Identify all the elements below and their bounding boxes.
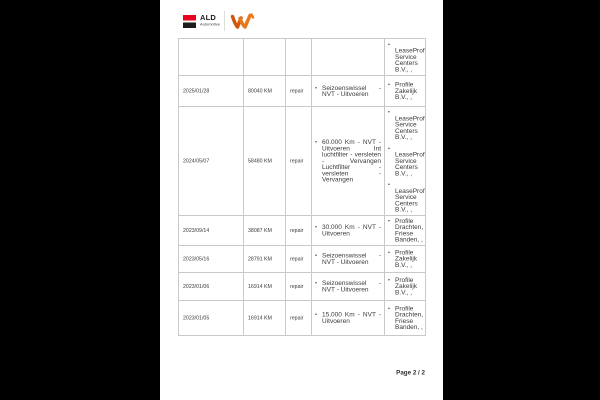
table-row	[179, 272, 426, 300]
provider-name: LeaseProf Service Centers B.V., ,	[395, 186, 425, 213]
repair-type-cell: repair	[286, 272, 312, 300]
odometer-cell: 16914 KM	[244, 300, 286, 335]
table-row	[179, 39, 426, 76]
description-text: Seizoenswissel - NVT - Uitvoeren	[322, 279, 381, 293]
logo-divider	[224, 11, 225, 31]
provider-name: Profile Zakelijk B.V., ,	[395, 248, 418, 269]
bullet-icon: •	[315, 280, 317, 286]
table-row	[179, 300, 426, 335]
ald-logo-square-icon	[183, 15, 196, 28]
description-cell	[312, 245, 385, 272]
description-text: Seizoenswissel - NVT - Uitvoeren	[322, 83, 381, 98]
repair-type-cell	[286, 39, 312, 76]
provider-cell	[385, 107, 426, 216]
odometer-cell: 80040 KM	[244, 76, 286, 107]
provider-name: LeaseProf Service Centers B.V., ,	[395, 150, 425, 177]
bullet-icon: •	[388, 109, 390, 115]
brand-subtitle: Automotive	[200, 22, 221, 27]
provider-entry	[388, 82, 423, 101]
date-cell: 2025/01/28	[179, 76, 244, 107]
bullet-icon: •	[388, 305, 390, 312]
date-cell: 2023/01/06	[179, 272, 244, 300]
bullet-icon: •	[315, 252, 317, 259]
date-cell: 2023/01/05	[179, 300, 244, 335]
maintenance-table-body	[179, 39, 426, 336]
description-item	[315, 312, 381, 325]
orange-signature-w-icon	[230, 11, 255, 31]
description-cell	[312, 76, 385, 107]
description-text: 60.000 Km - NVT - Uitvoeren Int luchtfilter - versleten - Vervangen Luchtfilter - versleten - Vervangen	[322, 138, 381, 183]
provider-name: Profile Drachten, Friese Banden, ,	[395, 216, 424, 243]
odometer-cell: 38087 KM	[244, 215, 286, 245]
maintenance-history-table	[178, 38, 426, 336]
repair-type-cell: repair	[286, 76, 312, 107]
description-text: Seizoenswissel - NVT - Uitvoeren	[322, 251, 381, 266]
provider-name: Profile Zakelijk B.V., ,	[395, 80, 418, 101]
document-page	[160, 0, 443, 400]
date-cell: 2023/05/16	[179, 245, 244, 272]
description-item	[315, 280, 381, 293]
description-item	[315, 253, 381, 266]
bullet-icon: •	[388, 249, 390, 256]
page-number-label: Page 2 / 2	[396, 369, 425, 376]
provider-cell	[385, 300, 426, 335]
provider-entry	[388, 182, 423, 213]
provider-cell	[385, 39, 426, 76]
bullet-icon: •	[388, 145, 390, 152]
bullet-icon: •	[388, 181, 390, 188]
date-cell: 2024/05/07	[179, 107, 244, 216]
provider-entry	[388, 218, 423, 243]
provider-name: Profile Zakelijk B.V., ,	[395, 275, 418, 296]
provider-name: LeaseProf Service Centers B.V., ,	[395, 46, 425, 73]
table-row	[179, 107, 426, 216]
bullet-icon: •	[315, 311, 317, 318]
description-cell	[312, 215, 385, 245]
provider-entry	[388, 41, 423, 72]
provider-cell	[385, 272, 426, 300]
provider-cell	[385, 245, 426, 272]
description-item	[315, 85, 381, 98]
table-row	[179, 245, 426, 272]
repair-type-cell: repair	[286, 215, 312, 245]
bullet-icon: •	[388, 276, 390, 283]
provider-entry	[388, 277, 423, 296]
repair-type-cell: repair	[286, 245, 312, 272]
description-item	[315, 224, 381, 237]
bullet-icon: •	[315, 84, 317, 91]
provider-name: LeaseProf Service Centers B.V., ,	[395, 114, 425, 141]
bullet-icon: •	[315, 139, 317, 145]
provider-entry	[388, 145, 423, 176]
provider-cell	[385, 215, 426, 245]
odometer-cell: 28791 KM	[244, 245, 286, 272]
table-row	[179, 76, 426, 107]
bullet-icon: •	[388, 217, 390, 224]
bullet-icon: •	[388, 81, 390, 88]
description-cell	[312, 39, 385, 76]
bullet-icon: •	[315, 224, 317, 230]
date-cell	[179, 39, 244, 76]
bullet-icon: •	[388, 41, 390, 48]
provider-cell	[385, 76, 426, 107]
table-row	[179, 215, 426, 245]
provider-entry	[388, 249, 423, 268]
document-page-wrapper	[160, 0, 443, 400]
odometer-cell: 16914 KM	[244, 272, 286, 300]
date-cell: 2023/09/14	[179, 215, 244, 245]
description-cell	[312, 107, 385, 216]
provider-name: Profile Drachten, Friese Banden, ,	[395, 304, 424, 331]
odometer-cell	[244, 39, 286, 76]
repair-type-cell: repair	[286, 300, 312, 335]
description-text: 30.000 Km - NVT - Uitvoeren	[322, 223, 381, 237]
description-cell	[312, 300, 385, 335]
description-cell	[312, 272, 385, 300]
odometer-cell: 58480 KM	[244, 107, 286, 216]
description-text: 15.000 Km - NVT - Uitvoeren	[322, 310, 381, 325]
provider-entry	[388, 109, 423, 140]
repair-type-cell: repair	[286, 107, 312, 216]
description-item	[315, 139, 381, 183]
provider-entry	[388, 305, 423, 330]
brand-name: ALD	[200, 13, 217, 22]
